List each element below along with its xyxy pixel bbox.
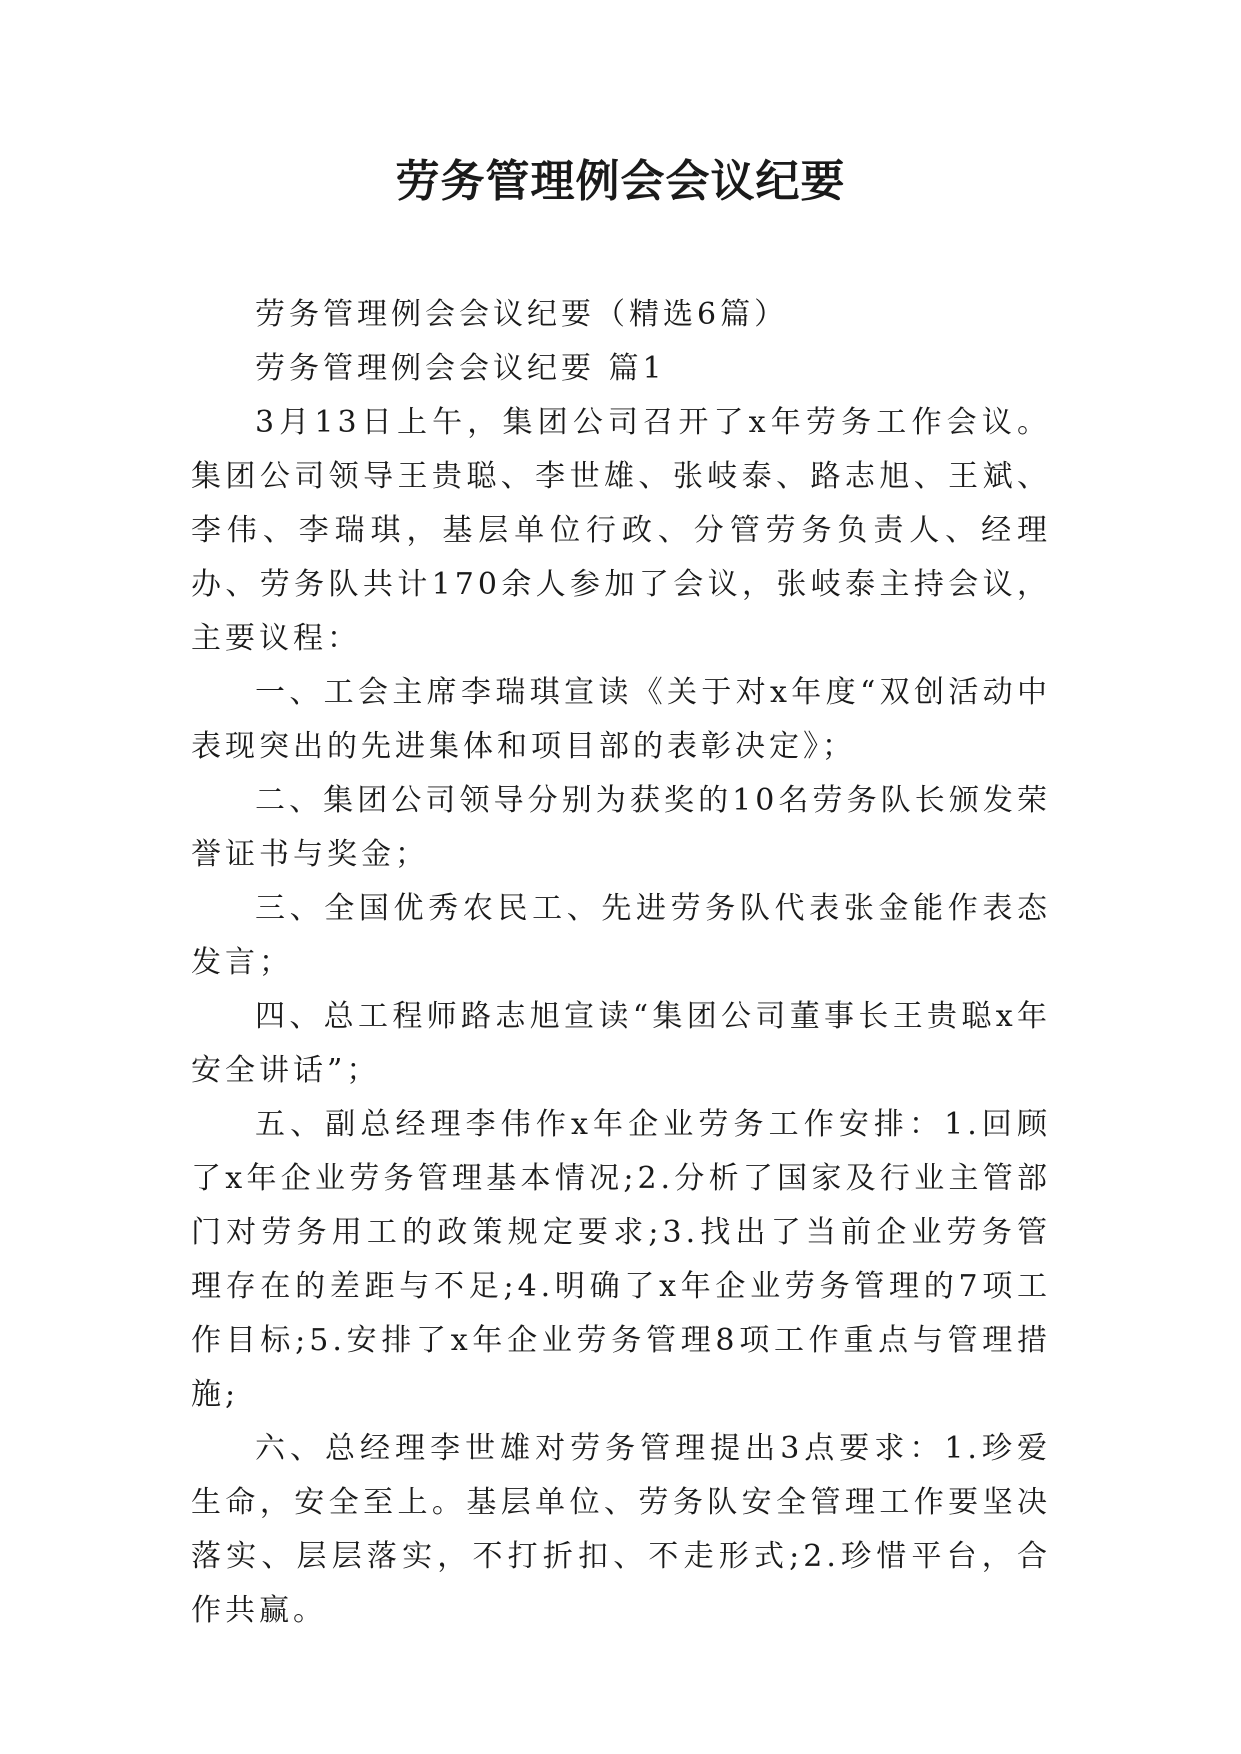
paragraph-section-heading: 劳务管理例会会议纪要 篇1	[255, 351, 666, 386]
paragraph-agenda-item-6: 六、总经理李世雄对劳务管理提出3点要求：1.珍爱生命，安全至上。基层单位、劳务队安全管理工作要坚决落实、层层落实，不打折扣、不走形式;2.珍惜平台，合作共赢。	[191, 1431, 1051, 1628]
paragraph-meeting-intro: 3月13日上午，集团公司召开了x年劳务工作会议。集团公司领导王贵聪、李世雄、张岐泰、路志旭、王斌、李伟、李瑞琪，基层单位行政、分管劳务负责人、经理办、劳务队共计170余人参加了会议，张岐泰主持会议，主要议程：	[191, 405, 1051, 656]
paragraph-agenda-item-2: 二、集团公司领导分别为获奖的10名劳务队长颁发荣誉证书与奖金；	[191, 783, 1051, 872]
document-title: 劳务管理例会会议纪要	[395, 156, 846, 207]
paragraph-agenda-item-1: 一、工会主席李瑞琪宣读《关于对x年度“双创活动中表现突出的先进集体和项目部的表彰决定》；	[191, 675, 1051, 764]
paragraph-agenda-item-4: 四、总工程师路志旭宣读“集团公司董事长王贵聪x年安全讲话”；	[191, 999, 1051, 1088]
paragraph-agenda-item-3: 三、全国优秀农民工、先进劳务队代表张金能作表态发言；	[191, 891, 1051, 980]
paragraph-agenda-item-5: 五、副总经理李伟作x年企业劳务工作安排：1.回顾了x年企业劳务管理基本情况;2.分析了国家及行业主管部门对劳务用工的政策规定要求;3.找出了当前企业劳务管理存在的差距与不足;4.明确了x年企业劳务管理的7项工作目标;5.安排了x年企业劳务管理8项工作重点与管理措施;	[191, 1107, 1051, 1412]
paragraph-subtitle: 劳务管理例会会议纪要（精选6篇）	[255, 297, 789, 332]
document-body	[191, 288, 1051, 1638]
